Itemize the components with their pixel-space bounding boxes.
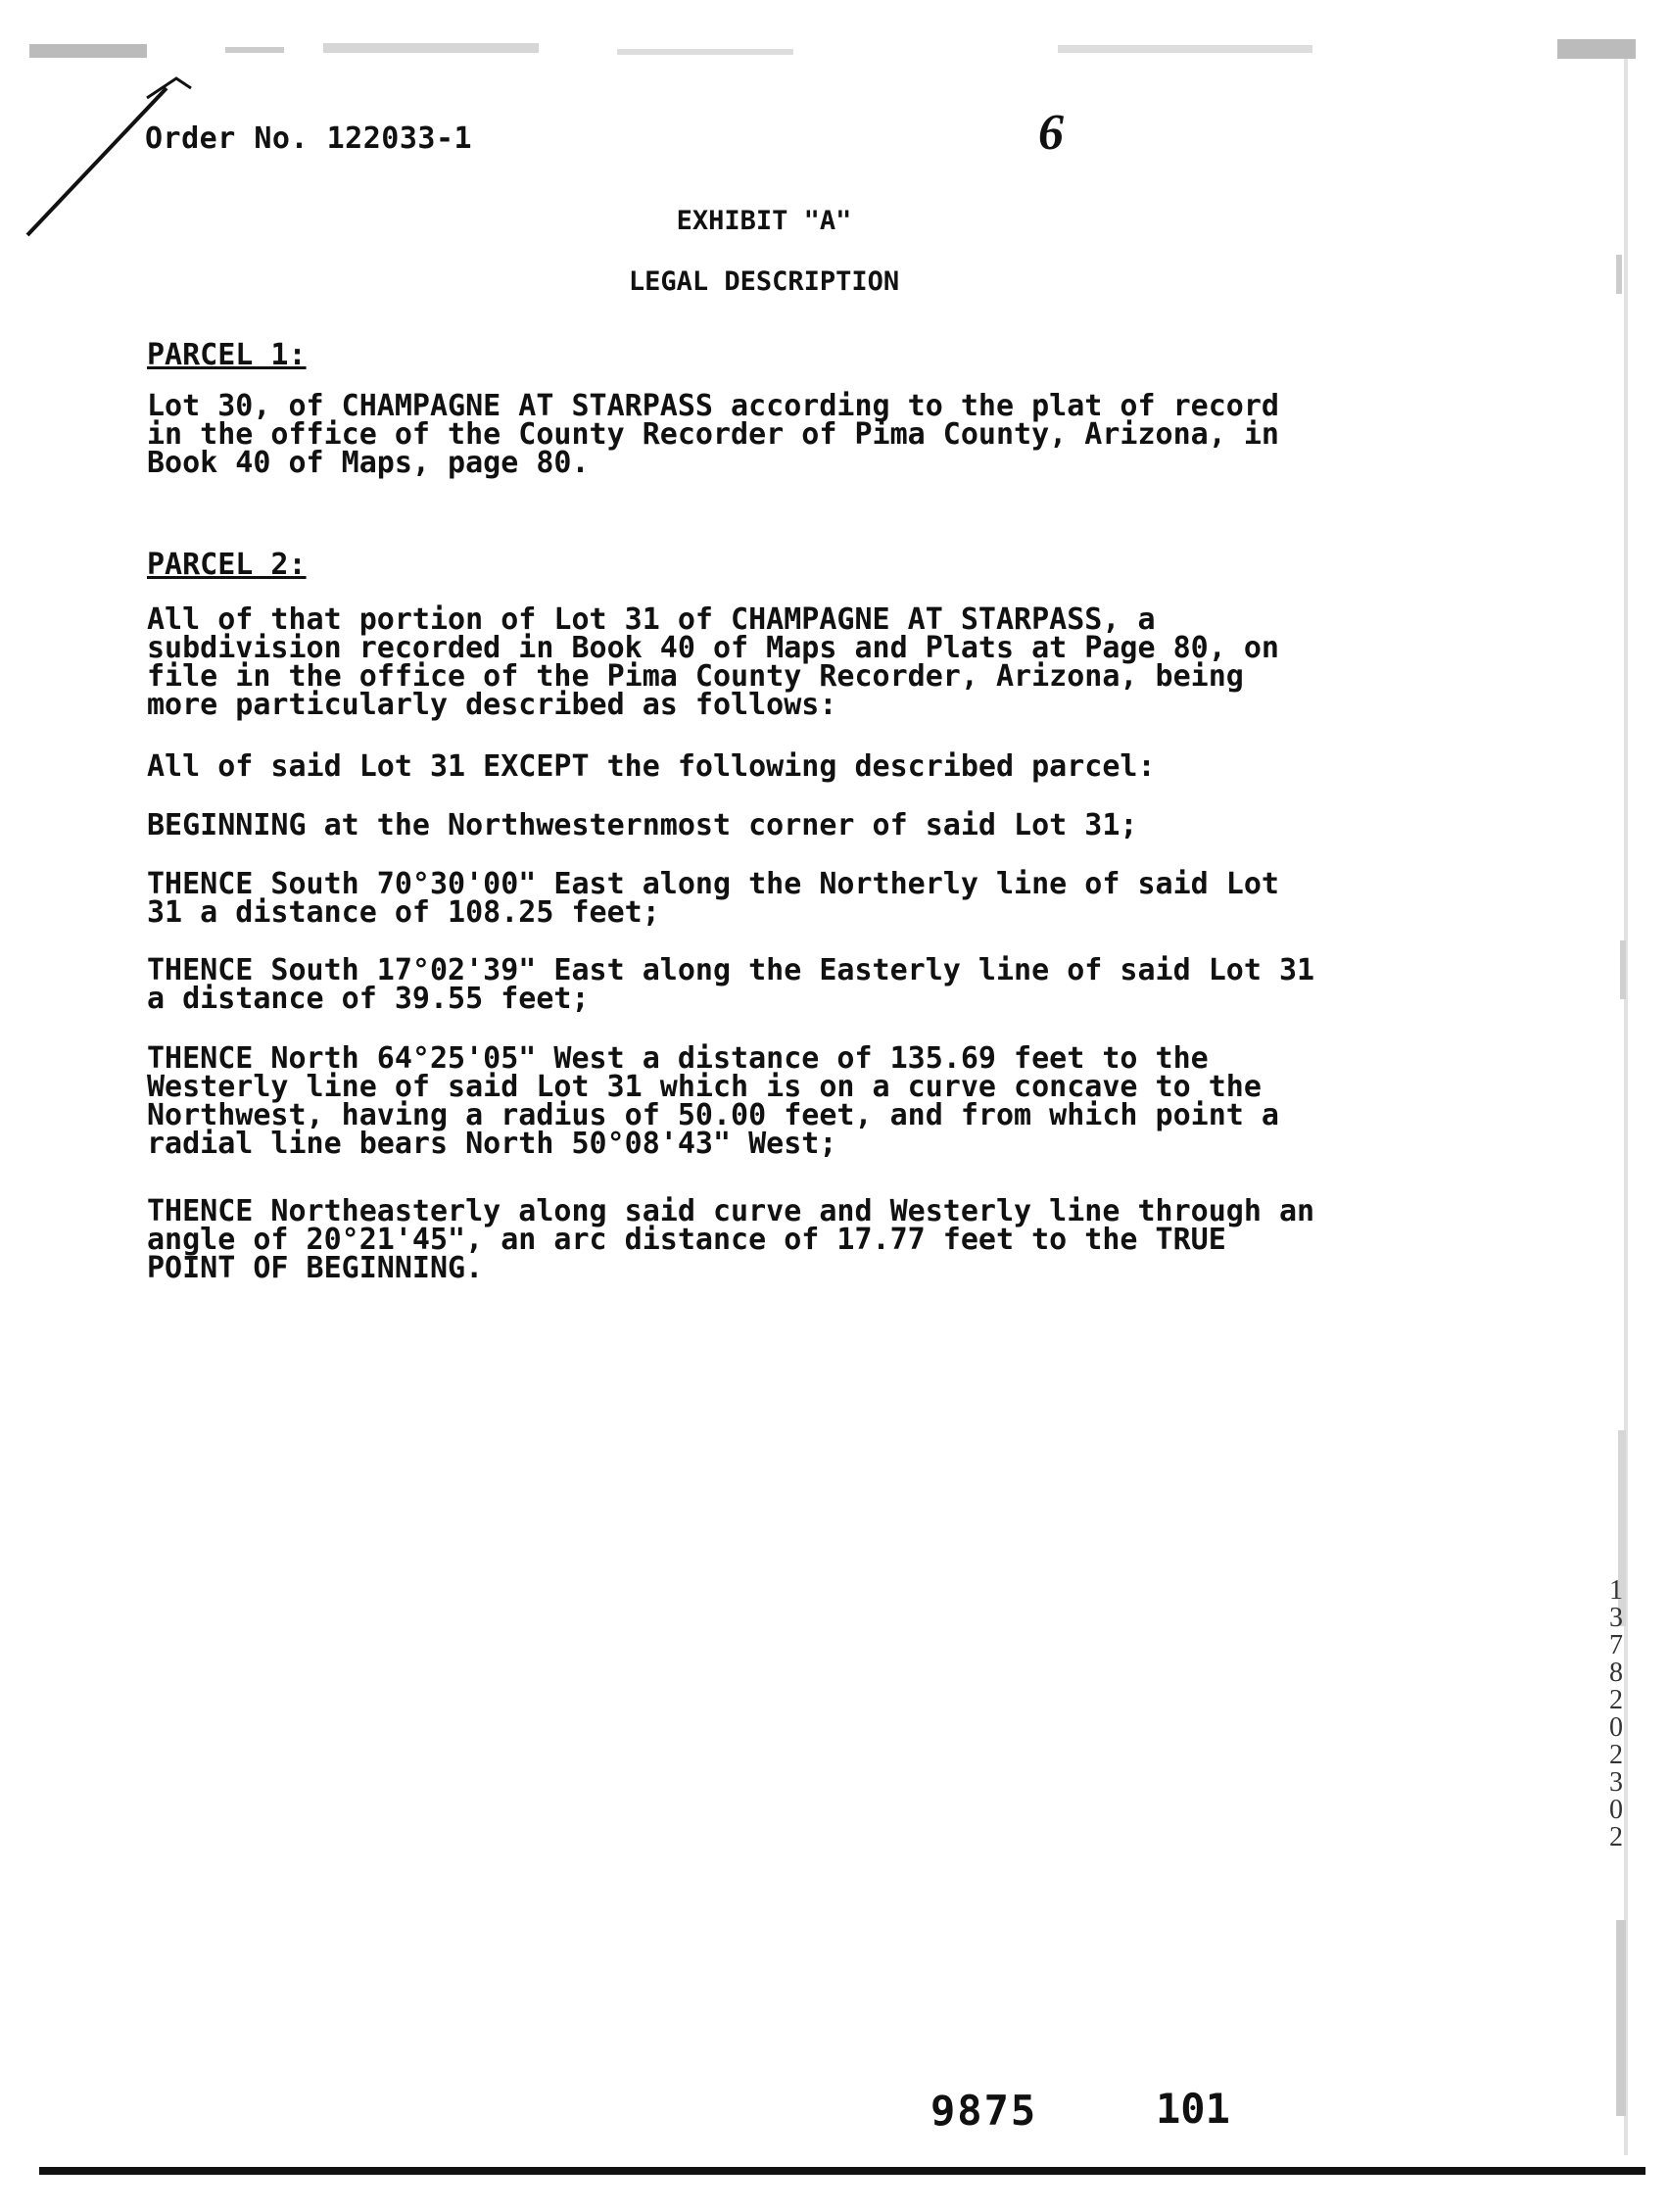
document-title: LEGAL DESCRIPTION — [628, 266, 900, 297]
course-4: THENCE Northeasterly along said curve and Westerly line through an angle of 20°21'45", an arc distance of 17.77 feet to the TRUE POINT OF BEGINNING. — [147, 1194, 1315, 1285]
point-of-beginning: BEGINNING at the Northwesternmost corner of said Lot 31; — [147, 808, 1138, 842]
parcel-1-heading: PARCEL 1: — [147, 338, 307, 372]
margin-docket-number: 13782 02302 — [1609, 1575, 1623, 1852]
scan-noise-top — [29, 39, 1636, 69]
order-number: Order No. 122033-1 — [145, 121, 473, 156]
exhibit-heading: EXHIBIT "A" — [676, 206, 852, 236]
course-3: THENCE North 64°25'05" West a distance of 135.69 feet to the Westerly line of said Lot 31 which is on a curve concave to the Northwest, having a radius of 50.00 feet, and from which point a radial line bears North 50°08'43" West; — [147, 1041, 1279, 1161]
recording-stamp-page: 101 — [1156, 2085, 1230, 2133]
course-2: THENCE South 17°02'39" East along the Easterly line of said Lot 31 a distance of 39.55 feet; — [147, 953, 1315, 1016]
course-1: THENCE South 70°30'00" East along the Northerly line of said Lot 31 a distance of 108.25 feet; — [147, 867, 1279, 930]
parcel-2-intro: All of that portion of Lot 31 of CHAMPAGNE AT STARPASS, a subdivision recorded in Book 40 of Maps and Plats at Page 80, on file in the office of the Pima County Recorder, Arizona, being more particularly described as follows: — [147, 602, 1279, 722]
parcel-2-exception: All of said Lot 31 EXCEPT the following described parcel: — [147, 749, 1156, 784]
bottom-border-rule — [39, 2167, 1645, 2175]
recording-stamp-number: 9875 — [930, 2087, 1038, 2135]
handwritten-page-number: 6 — [1038, 105, 1064, 161]
parcel-1-description: Lot 30, of CHAMPAGNE AT STARPASS according to the plat of record in the office of the County Recorder of Pima County, Arizona, in Book 40 of Maps, page 80. — [147, 389, 1279, 480]
parcel-2-heading: PARCEL 2: — [147, 548, 307, 582]
